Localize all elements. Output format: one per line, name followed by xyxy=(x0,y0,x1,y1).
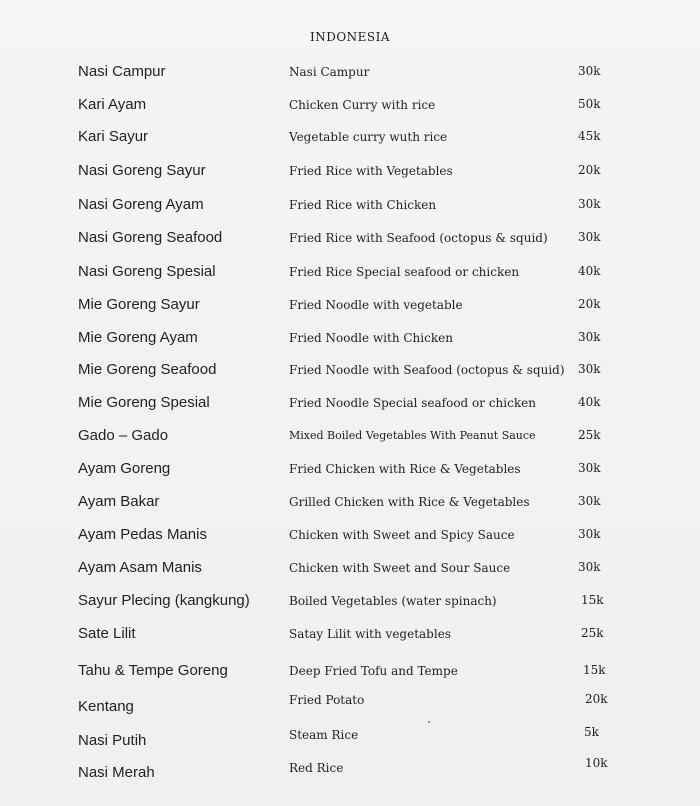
dish-description: Satay Lilit with vegetables xyxy=(289,627,451,641)
paper-speck xyxy=(428,721,430,723)
dish-description: Chicken with Sweet and Spicy Sauce xyxy=(289,528,515,542)
dish-name: Ayam Goreng xyxy=(78,460,171,477)
menu-item xyxy=(0,692,700,722)
dish-price: 40k xyxy=(578,395,601,409)
menu-item xyxy=(0,526,700,550)
dish-price: 30k xyxy=(578,494,601,508)
dish-description: Grilled Chicken with Rice & Vegetables xyxy=(289,495,530,509)
dish-description: Fried Noodle Special seafood or chicken xyxy=(289,396,536,410)
dish-price: 15k xyxy=(581,593,604,607)
dish-description: Red Rice xyxy=(289,761,344,775)
menu-item xyxy=(0,493,700,517)
dish-description: Chicken with Sweet and Sour Sauce xyxy=(289,561,511,575)
dish-price: 45k xyxy=(578,129,601,143)
menu-item xyxy=(0,196,700,220)
dish-price: 20k xyxy=(578,297,601,311)
dish-description: Fried Rice Special seafood or chicken xyxy=(289,265,520,279)
menu-item xyxy=(0,725,700,756)
dish-price: 40k xyxy=(578,264,601,278)
dish-name: Gado – Gado xyxy=(78,427,169,444)
dish-name: Nasi Goreng Ayam xyxy=(78,196,204,213)
menu-item xyxy=(0,427,700,451)
dish-description: Fried Rice with Chicken xyxy=(289,198,437,212)
dish-price: 20k xyxy=(578,163,601,177)
dish-price: 30k xyxy=(578,362,601,376)
dish-price: 15k xyxy=(583,663,606,677)
menu-item xyxy=(0,162,700,186)
dish-name: Nasi Goreng Sayur xyxy=(78,162,206,179)
menu-item xyxy=(0,229,700,253)
dish-name: Nasi Putih xyxy=(78,732,147,749)
menu-item xyxy=(0,128,700,152)
menu-item xyxy=(0,662,700,686)
menu-item xyxy=(0,63,700,87)
dish-name: Kari Sayur xyxy=(78,128,149,145)
dish-price: 30k xyxy=(578,197,601,211)
menu-heading: INDONESIA xyxy=(309,30,391,44)
dish-description: Nasi Campur xyxy=(289,65,370,79)
dish-name: Mie Goreng Sayur xyxy=(78,296,200,313)
dish-description: Vegetable curry wuth rice xyxy=(289,130,448,144)
dish-name: Ayam Bakar xyxy=(78,493,160,510)
dish-price: 20k xyxy=(585,692,608,706)
dish-name: Mie Goreng Spesial xyxy=(78,394,210,411)
dish-description: Fried Rice with Seafood (octopus & squid) xyxy=(289,231,548,245)
dish-price: 30k xyxy=(578,330,601,344)
menu-item xyxy=(0,96,700,120)
dish-name: Nasi Campur xyxy=(78,63,166,80)
dish-description: Fried Noodle with vegetable xyxy=(289,298,463,312)
dish-price: 30k xyxy=(578,461,601,475)
dish-name: Nasi Goreng Spesial xyxy=(78,263,216,280)
dish-name: Nasi Goreng Seafood xyxy=(78,229,223,246)
dish-name: Kentang xyxy=(78,698,134,715)
menu-item xyxy=(0,756,700,788)
dish-name: Ayam Pedas Manis xyxy=(78,526,207,543)
menu-item xyxy=(0,296,700,320)
menu-item xyxy=(0,263,700,287)
dish-name: Mie Goreng Seafood xyxy=(78,361,217,378)
menu-item xyxy=(0,592,700,616)
dish-price: 10k xyxy=(585,756,608,770)
dish-price: 30k xyxy=(578,560,601,574)
dish-price: 30k xyxy=(578,64,601,78)
dish-name: Nasi Merah xyxy=(78,764,155,781)
dish-description: Chicken Curry with rice xyxy=(289,98,436,112)
dish-name: Tahu & Tempe Goreng xyxy=(78,662,228,679)
dish-name: Ayam Asam Manis xyxy=(78,559,202,576)
dish-description: Mixed Boiled Vegetables With Peanut Sauce xyxy=(289,429,536,442)
dish-description: Boiled Vegetables (water spinach) xyxy=(289,594,497,608)
dish-price: 5k xyxy=(584,725,599,739)
menu-item xyxy=(0,361,700,385)
dish-price: 50k xyxy=(578,97,601,111)
dish-description: Fried Potato xyxy=(289,693,365,707)
dish-description: Fried Noodle with Seafood (octopus & squid) xyxy=(289,363,565,377)
dish-price: 25k xyxy=(581,626,604,640)
dish-price: 30k xyxy=(578,230,601,244)
dish-name: Sate Lilit xyxy=(78,625,136,642)
dish-description: Steam Rice xyxy=(289,728,359,742)
dish-description: Deep Fried Tofu and Tempe xyxy=(289,664,458,678)
menu-item xyxy=(0,329,700,353)
menu-item xyxy=(0,460,700,484)
dish-description: Fried Rice with Vegetables xyxy=(289,164,453,178)
menu-item xyxy=(0,559,700,583)
menu-item xyxy=(0,394,700,418)
dish-price: 30k xyxy=(578,527,601,541)
dish-name: Mie Goreng Ayam xyxy=(78,329,198,346)
dish-name: Sayur Plecing (kangkung) xyxy=(78,592,250,609)
dish-description: Fried Chicken with Rice & Vegetables xyxy=(289,462,521,476)
dish-description: Fried Noodle with Chicken xyxy=(289,331,453,345)
dish-price: 25k xyxy=(578,428,601,442)
menu-item xyxy=(0,625,700,649)
dish-name: Kari Ayam xyxy=(78,96,147,113)
